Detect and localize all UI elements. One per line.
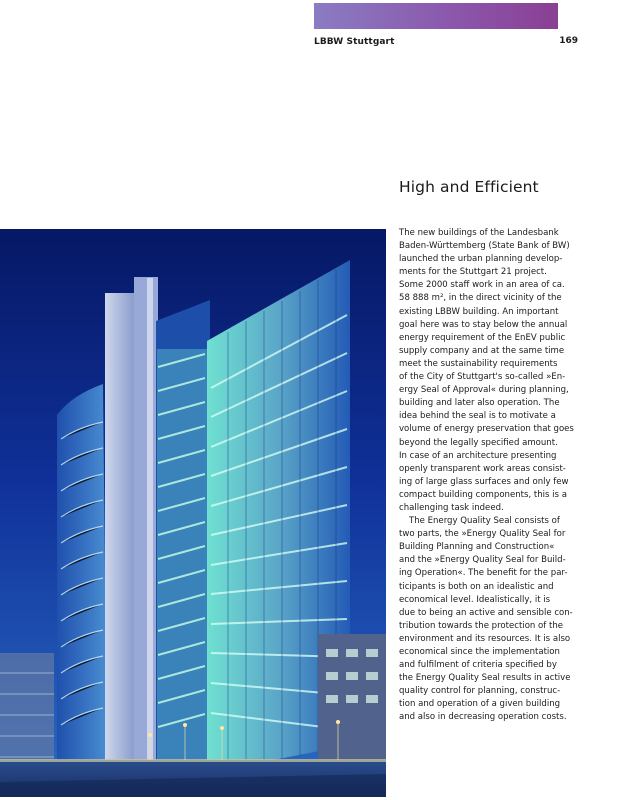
body-line: supply company and at the same time (399, 345, 565, 356)
building-photograph (0, 229, 386, 797)
body-line: and also in decreasing operation costs. (399, 712, 567, 723)
body-line: ments for the Stuttgart 21 project. (399, 267, 547, 278)
body-line: Building Planning and Construction« (399, 542, 555, 553)
body-line: ing Operation«. The benefit for the par- (399, 568, 568, 579)
body-line: Baden-Württemberg (State Bank of BW) (399, 241, 570, 252)
body-line: The Energy Quality Seal consists of (409, 516, 560, 527)
body-line: beyond the legally specified amount. (399, 437, 558, 448)
body-line: compact building components, this is a (399, 489, 567, 500)
body-line: economical level. Idealistically, it is (399, 594, 551, 605)
body-line: 58 888 m², in the direct vicinity of the (399, 293, 562, 304)
body-line: of the City of Stuttgart's so-called »En- (399, 372, 566, 383)
body-line: and fulfilment of criteria specified by (399, 660, 557, 671)
body-line: quality control for planning, construc- (399, 686, 561, 697)
body-line: building and later also operation. The (399, 398, 560, 409)
running-head: LBBW Stuttgart (314, 37, 395, 47)
body-line: The new buildings of the Landesbank (399, 228, 559, 238)
body-line: challenging task indeed. (399, 502, 504, 513)
body-line: energy requirement of the EnEV public (399, 332, 566, 343)
body-line: launched the urban planning develop- (399, 254, 563, 265)
body-line: two parts, the »Energy Quality Seal for (399, 529, 566, 540)
body-line: and the »Energy Quality Seal for Build- (399, 555, 566, 566)
body-line: existing LBBW building. An important (399, 306, 559, 317)
body-line: ing of large glass surfaces and only few (399, 476, 569, 487)
page-number: 169 (559, 36, 578, 46)
body-line: ergy Seal of Approval« during planning, (399, 385, 569, 396)
body-line: tribution towards the protection of the (399, 620, 564, 631)
body-line: openly transparent work areas consist- (399, 463, 566, 474)
body-line: idea behind the seal is to motivate a (399, 411, 556, 422)
body-line: economical since the implementation (399, 647, 560, 657)
header-color-band (314, 3, 558, 29)
body-line: In case of an architecture presenting (399, 450, 557, 461)
body-line: goal here was to stay below the annual (399, 319, 568, 330)
article-title: High and Efficient (399, 178, 539, 196)
body-line: due to being an active and sensible con- (399, 607, 573, 618)
body-line: meet the sustainability requirements (399, 358, 558, 369)
body-line: volume of energy preservation that goes (399, 424, 574, 435)
body-line: environment and its resources. It is also (399, 633, 571, 644)
body-line: ticipants is both on an idealistic and (399, 581, 554, 592)
body-line: Some 2000 staff work in an area of ca. (399, 280, 565, 291)
body-line: tion and operation of a given building (399, 699, 561, 710)
body-line: the Energy Quality Seal results in active (399, 673, 571, 684)
glass-tower-image (0, 229, 386, 797)
article-body (399, 227, 587, 725)
